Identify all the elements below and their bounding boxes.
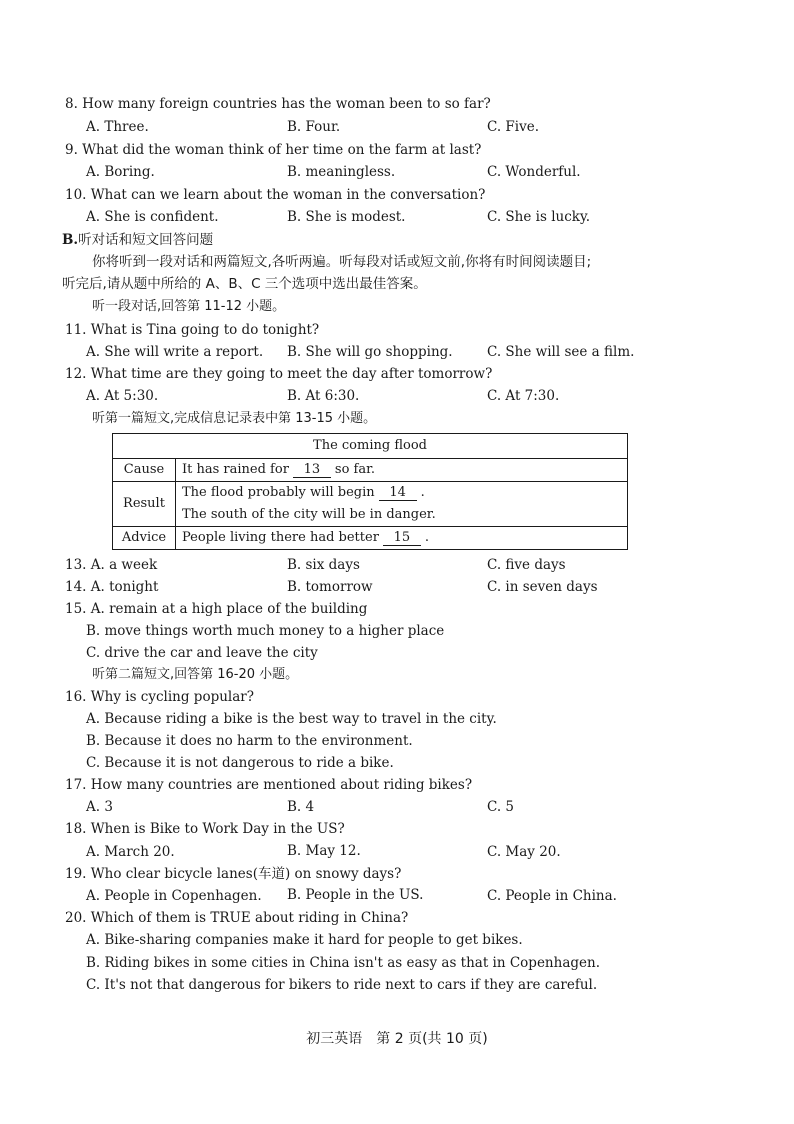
q15-option-b: B. move things worth much money to a higher place	[86, 623, 445, 639]
q18-option-b: B. May 12.	[287, 843, 361, 859]
result-text-pre: The flood probably will begin	[182, 485, 375, 500]
q9-option-a: A. Boring.	[86, 164, 155, 180]
section-b-letter: B.	[62, 232, 79, 248]
section-b-heading	[62, 232, 213, 248]
section-b-instruction-1: 你将听到一段对话和两篇短文,各听两遍。听每段对话或短文前,你将有时间阅读题目;	[92, 254, 592, 270]
q12-option-b: B. At 6:30.	[287, 388, 360, 404]
q19-option-b: B. People in the US.	[287, 887, 424, 903]
question-9: 9. What did the woman think of her time on the farm at last?	[65, 142, 482, 158]
table-title: The coming flood	[113, 434, 628, 459]
q8-option-c: C. Five.	[487, 119, 540, 135]
q11-option-c: C. She will see a film.	[487, 344, 635, 360]
q15-option-a: 15. A. remain at a high place of the building	[65, 601, 368, 617]
q8-option-a: A. Three.	[86, 119, 149, 135]
section-b-instruction-2: 听完后,请从题中所给的 A、B、C 三个选项中选出最佳答案。	[62, 276, 427, 292]
question-20: 20. Which of them is TRUE about riding in China?	[65, 910, 409, 926]
advice-label: Advice	[113, 527, 176, 550]
result-cell	[176, 482, 628, 527]
q19-option-a: A. People in Copenhagen.	[86, 888, 262, 904]
q10-option-a: A. She is confident.	[86, 209, 219, 225]
q20-option-c: C. It's not that dangerous for bikers to ride next to cars if they are careful.	[86, 977, 598, 993]
advice-cell	[176, 527, 628, 550]
question-17: 17. How many countries are mentioned about riding bikes?	[65, 777, 473, 793]
q14-option-c: C. in seven days	[487, 579, 598, 595]
advice-text-pre: People living there had better	[182, 530, 379, 545]
q13-option-a: 13. A. a week	[65, 557, 158, 573]
passage-1-note: 听第一篇短文,完成信息记录表中第 13-15 小题。	[92, 411, 377, 426]
passage-2-note: 听第二篇短文,回答第 16-20 小题。	[92, 667, 299, 682]
cause-label: Cause	[113, 459, 176, 482]
q20-option-a: A. Bike-sharing companies make it hard for people to get bikes.	[86, 932, 523, 948]
blank-14: 14	[379, 486, 417, 501]
blank-13: 13	[293, 463, 331, 478]
q9-option-c: C. Wonderful.	[487, 164, 581, 180]
cause-text-pre: It has rained for	[182, 462, 289, 477]
q13-option-c: C. five days	[487, 557, 566, 573]
q10-option-b: B. She is modest.	[287, 209, 406, 225]
q17-option-a: A. 3	[86, 799, 113, 815]
blank-15: 15	[383, 531, 421, 546]
question-10: 10. What can we learn about the woman in the conversation?	[65, 187, 486, 203]
question-19: 19. Who clear bicycle lanes(车道) on snowy days?	[65, 866, 402, 882]
q10-option-c: C. She is lucky.	[487, 209, 591, 225]
result-text-post: .	[420, 485, 425, 500]
q16-option-b: B. Because it does no harm to the environment.	[86, 733, 413, 749]
section-b-title: 听对话和短文回答问题	[78, 232, 214, 248]
q8-option-b: B. Four.	[287, 119, 341, 135]
q13-option-b: B. six days	[287, 557, 360, 573]
q20-option-b: B. Riding bikes in some cities in China isn't as easy as that in Copenhagen.	[86, 955, 600, 971]
q14-option-a: 14. A. tonight	[65, 579, 159, 595]
advice-text-post: .	[424, 530, 430, 545]
q16-option-c: C. Because it is not dangerous to ride a bike.	[86, 755, 394, 771]
question-8: 8. How many foreign countries has the woman been to so far?	[65, 96, 491, 112]
q15-option-c: C. drive the car and leave the city	[86, 645, 318, 661]
q16-option-a: A. Because riding a bike is the best way to travel in the city.	[86, 711, 497, 727]
q9-option-b: B. meaningless.	[287, 164, 396, 180]
result-label: Result	[113, 482, 176, 527]
q14-option-b: B. tomorrow	[287, 579, 373, 595]
question-11: 11. What is Tina going to do tonight?	[65, 322, 320, 338]
question-16: 16. Why is cycling popular?	[65, 689, 254, 705]
result-line-2: The south of the city will be in danger.	[182, 507, 436, 522]
q18-option-a: A. March 20.	[86, 844, 175, 860]
q17-option-c: C. 5	[487, 799, 515, 815]
cause-text-post: so far.	[334, 462, 376, 477]
q19-option-c: C. People in China.	[487, 888, 617, 904]
q11-option-a: A. She will write a report.	[86, 344, 264, 360]
flood-info-table	[112, 433, 628, 550]
q12-option-c: C. At 7:30.	[487, 388, 560, 404]
q11-option-b: B. She will go shopping.	[287, 344, 453, 360]
cause-cell	[176, 459, 628, 482]
q17-option-b: B. 4	[287, 799, 315, 815]
page-footer: 初三英语 第 2 页(共 10 页)	[306, 1031, 488, 1047]
dialog-note: 听一段对话,回答第 11-12 小题。	[92, 299, 286, 314]
question-18: 18. When is Bike to Work Day in the US?	[65, 821, 345, 837]
q18-option-c: C. May 20.	[487, 844, 561, 860]
q12-option-a: A. At 5:30.	[86, 388, 159, 404]
question-12: 12. What time are they going to meet the day after tomorrow?	[65, 366, 493, 382]
